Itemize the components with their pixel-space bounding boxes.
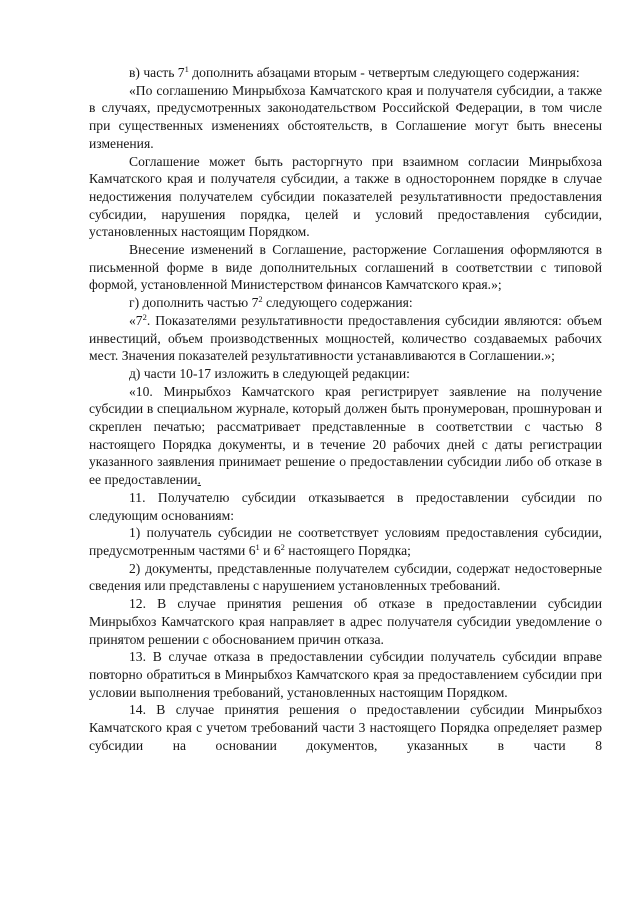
text-span: г) дополнить частью 7 [129,295,259,311]
paragraph-parts-10-17 [89,365,602,383]
text-span: 12. В случае принятия решения об отказе в предоставлении субсидии Минрыбхоз Камчатского края направляет в адрес получателя субсидии уведомление о принятом решении с обоснованием причин отказа. [89,596,602,647]
superscript: 2 [258,294,263,305]
text-span: в) часть 7 [129,65,185,80]
underlined-period: . [197,472,201,488]
text-span: Внесение изменений в Соглашение, расторжение Соглашения оформляются в письменной форме в виде дополнительных соглашений в соответствии с типовой формой, установленной Министерством финансов Камчатского края.»; [89,242,602,293]
paragraph-ground-2 [89,560,602,595]
text-span: «По соглашению Минрыбхоза Камчатского края и получателя субсидии, а также в случаях, предусмотренных законодательством Российской Федерации, в том числе при существенных изменениях обстоятельств, в Соглашение могут быть внесены изменения. [89,82,602,151]
superscript: 2 [280,541,285,552]
text-span: . Показателями результативности предоставления субсидии являются: объем инвестиций, объем производственных мощностей, количество создаваемых рабочих мест. Значения показателей результативности устанавливаются в Соглашении.»; [89,312,602,364]
text-span: дополнить абзацами вторым - четвертым следующего содержания: [188,65,580,80]
paragraph-agreement-form [89,241,602,294]
text-span: и 6 [259,542,281,558]
paragraph-part-13 [89,648,602,701]
paragraph-ground-1 [89,524,602,559]
text-span: 11. Получателю субсидии отказывается в предоставлении субсидии по следующим основаниям: [89,489,602,523]
text-span: 13. В случае отказа в предоставлении субсидии получатель субсидии вправе повторно обратиться в Минрыбхоз Камчатского края за предоставлением субсидии при условии выполнения требований, установленных настоящим Порядком. [89,649,602,700]
text-span: 1) получатель субсидии не соответствует условиям предоставления субсидии, предусмотренным частями 6 [89,525,602,558]
paragraph-part7-1 [89,64,602,82]
document-body [89,64,602,754]
superscript: 1 [255,541,260,552]
paragraph-agreement-changes [89,82,602,153]
paragraph-part-11 [89,489,602,524]
text-span: д) части 10-17 изложить в следующей редакции: [129,365,410,381]
text-span: следующего содержания: [262,295,413,311]
text-span: «7 [129,312,143,328]
text-span: 2) документы, представленные получателем субсидии, содержат недостоверные сведения или представлены с нарушением установленных требований. [89,560,602,594]
text-span: Соглашение может быть расторгнуто при взаимном согласии Минрыбхоза Камчатского края и получателя субсидии, а также в одностороннем порядке в случае недостижения получателем субсидии показателей результативности предоставления субсидии, нарушения порядка, целей и условий предоставления субсидии, установленных настоящим Порядком. [89,153,602,240]
text-span: настоящего Порядка; [284,542,411,558]
paragraph-part-14 [89,701,602,754]
superscript: 2 [142,311,147,322]
paragraph-part-12 [89,595,602,648]
text-span: 14. В случае принятия решения о предоставлении субсидии Минрыбхоз Камчатского края с учетом требований части 3 настоящего Порядка определяет размер субсидии на основании документов, указанных в части 8 [89,702,602,753]
paragraph-part7-2-add [89,294,602,312]
paragraph-part-10 [89,383,602,489]
paragraph-part7-2-text [89,312,602,365]
paragraph-agreement-termination [89,153,602,242]
superscript: 1 [184,64,189,74]
text-span: «10. Минрыбхоз Камчатского края регистрирует заявление на получение субсидии в специальном журнале, который должен быть пронумерован, прошнурован и скреплен печатью; рассматривает представленные в соответствии с частью 8 настоящего Порядка документы, и в течение 20 рабочих дней с даты регистрации указанного заявления принимает решение о предоставлении субсидии либо об отказе в ее предоставлении [89,383,602,488]
